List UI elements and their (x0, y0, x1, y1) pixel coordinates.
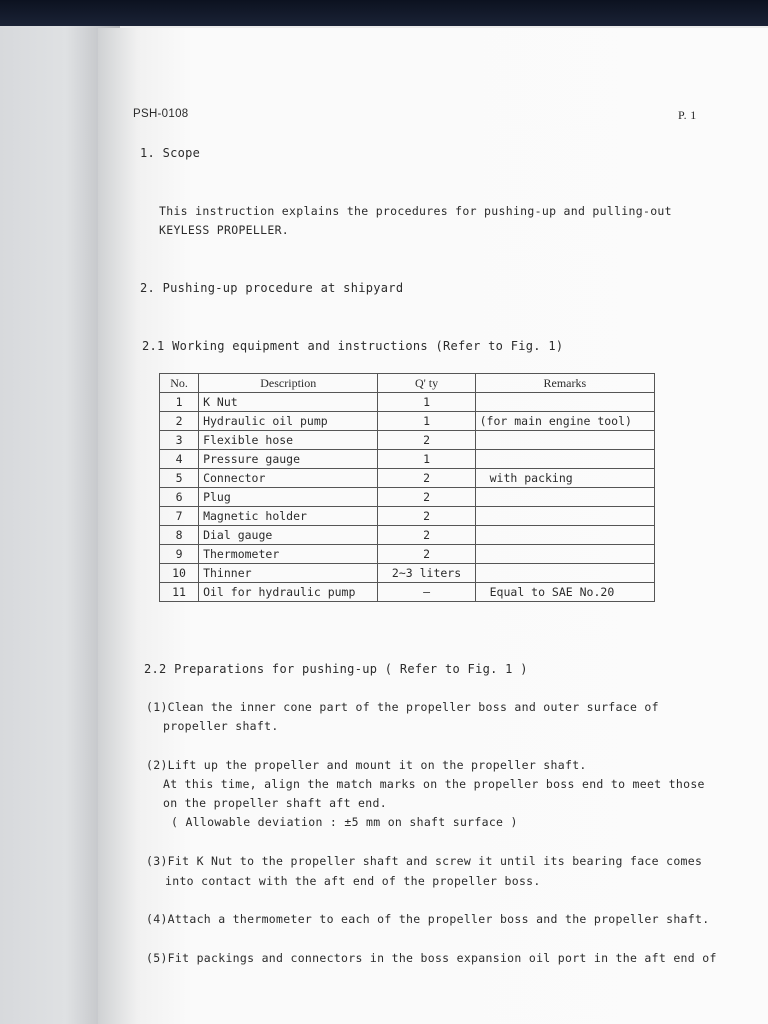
table-header-row (160, 374, 655, 393)
row-qty: 1 (378, 393, 475, 412)
column-header-no: No. (160, 374, 199, 393)
step-5-line-1: (5)Fit packings and connectors in the boss expansion oil port in the aft end of (146, 951, 717, 965)
section-2-2-heading: 2.2 Preparations for pushing-up ( Refer to Fig. 1 ) (144, 662, 528, 676)
row-description: Connector (199, 469, 378, 488)
row-no: 11 (160, 583, 199, 602)
row-remarks (475, 488, 654, 507)
document-number: PSH-0108 (133, 108, 189, 120)
row-no: 4 (160, 450, 199, 469)
table-row (160, 450, 655, 469)
row-description: Oil for hydraulic pump (199, 583, 378, 602)
column-header-qty: Q' ty (378, 374, 475, 393)
row-description: Thermometer (199, 545, 378, 564)
table-row (160, 412, 655, 431)
equipment-table (159, 373, 655, 602)
row-remarks (475, 507, 654, 526)
row-qty: 1 (378, 412, 475, 431)
table-row (160, 583, 655, 602)
row-no: 1 (160, 393, 199, 412)
table-row (160, 526, 655, 545)
row-remarks (475, 526, 654, 545)
step-1-line-2: propeller shaft. (163, 719, 279, 733)
section-1-heading: 1. Scope (140, 146, 201, 160)
row-no: 9 (160, 545, 199, 564)
table-row (160, 507, 655, 526)
step-3-line-1: (3)Fit K Nut to the propeller shaft and screw it until its bearing face comes (146, 854, 703, 868)
table-row (160, 469, 655, 488)
row-no: 3 (160, 431, 199, 450)
page-number: P. 1 (678, 108, 697, 122)
row-description: Thinner (199, 564, 378, 583)
row-remarks: with packing (475, 469, 654, 488)
column-header-description: Description (199, 374, 378, 393)
row-qty: 2 (378, 507, 475, 526)
row-no: 10 (160, 564, 199, 583)
step-2-line-2: At this time, align the match marks on the propeller boss end to meet those (163, 777, 705, 791)
row-description: Hydraulic oil pump (199, 412, 378, 431)
row-no: 5 (160, 469, 199, 488)
step-2-line-3: on the propeller shaft aft end. (163, 796, 387, 810)
table-row (160, 545, 655, 564)
step-2-line-4: ( Allowable deviation : ±5 mm on shaft surface ) (171, 815, 518, 829)
step-3-line-2: into contact with the aft end of the propeller boss. (165, 874, 541, 888)
table-row (160, 564, 655, 583)
row-no: 8 (160, 526, 199, 545)
scanner-top-band (0, 0, 768, 26)
row-remarks: (for main engine tool) (475, 412, 654, 431)
row-remarks (475, 431, 654, 450)
row-description: Flexible hose (199, 431, 378, 450)
row-remarks (475, 564, 654, 583)
row-description: Dial gauge (199, 526, 378, 545)
row-qty: 2~3 liters (378, 564, 475, 583)
step-2-line-1: (2)Lift up the propeller and mount it on the propeller shaft. (146, 758, 587, 772)
row-qty: 2 (378, 545, 475, 564)
row-remarks: Equal to SAE No.20 (475, 583, 654, 602)
step-4-line-1: (4)Attach a thermometer to each of the propeller boss and the propeller shaft. (146, 912, 710, 926)
row-qty: 2 (378, 488, 475, 507)
row-qty: 1 (378, 450, 475, 469)
row-no: 2 (160, 412, 199, 431)
table-row (160, 431, 655, 450)
row-remarks (475, 393, 654, 412)
row-qty: 2 (378, 526, 475, 545)
row-no: 6 (160, 488, 199, 507)
scope-text-line-1: This instruction explains the procedures for pushing-up and pulling-out (159, 204, 672, 218)
table-row (160, 393, 655, 412)
row-remarks (475, 545, 654, 564)
section-2-1-heading: 2.1 Working equipment and instructions (Refer to Fig. 1) (142, 339, 564, 353)
row-description: Magnetic holder (199, 507, 378, 526)
row-qty: — (378, 583, 475, 602)
step-1-line-1: (1)Clean the inner cone part of the propeller boss and outer surface of (146, 700, 659, 714)
row-no: 7 (160, 507, 199, 526)
row-qty: 2 (378, 431, 475, 450)
row-qty: 2 (378, 469, 475, 488)
table-row (160, 488, 655, 507)
scope-text-line-2: KEYLESS PROPELLER. (159, 223, 290, 237)
row-description: K Nut (199, 393, 378, 412)
row-remarks (475, 450, 654, 469)
row-description: Pressure gauge (199, 450, 378, 469)
column-header-remarks: Remarks (475, 374, 654, 393)
row-description: Plug (199, 488, 378, 507)
section-2-heading: 2. Pushing-up procedure at shipyard (140, 281, 404, 295)
